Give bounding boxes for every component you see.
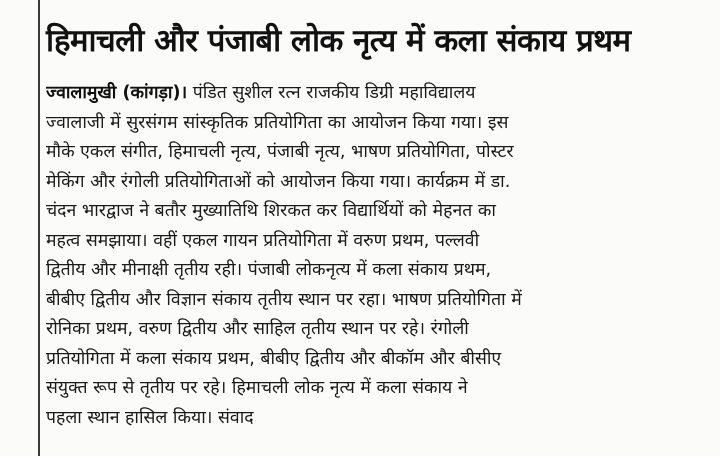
body-line: ज्वालाजी में सुरसंगम सांस्कृतिक प्रतियोगिता का आयोजन किया गया। इस [46,112,509,133]
body-line: प्रतियोगिता में कला संकाय प्रथम, बीबीए द्वितीय और बीकॉम और बीसीए [46,348,502,369]
body-line: पहला स्थान हासिल किया। संवाद [46,407,254,428]
body-line: मेकिंग और रंगोली प्रतियोगिताओं को आयोजन किया गया। कार्यक्रम में डा. [46,171,511,192]
body-line: बीबीए द्वितीय और विज्ञान संकाय तृतीय स्थान पर रहा। भाषण प्रतियोगिता में [46,289,522,310]
dateline: ज्वालामुखी (कांगड़ा)। [46,83,188,103]
column-divider [38,0,40,456]
body-line: मौके एकल संगीत, हिमाचली नृत्य, पंजाबी नृत्य, भाषण प्रतियोगिता, पोस्टर [46,142,514,162]
body-line: संयुक्त रूप से तृतीय पर रहे। हिमाचली लोक नृत्य में कला संकाय ने [46,378,468,398]
body-line-text: पंडित सुशील रत्न राजकीय डिग्री महाविद्यालय [187,83,476,103]
body-line: महत्व समझाया। वहीं एकल गायन प्रतियोगिता में वरुण प्रथम, पल्लवी [46,230,480,251]
article-body [46,79,718,433]
headline: हिमाचली और पंजाबी लोक नृत्य में कला संकाय प्रथम [46,23,631,59]
body-line: द्वितीय और मीनाक्षी तृतीय रही। पंजाबी लोकनृत्य में कला संकाय प्रथम, [46,260,492,280]
body-line: रोनिका प्रथम, वरुण द्वितीय और साहिल तृतीय स्थान पर रहे। रंगोली [46,319,469,339]
body-line: चंदन भारद्वाज ने बतौर मुख्यातिथि शिरकत कर विद्यार्थियों को मेहनत का [46,201,496,221]
body-line [46,79,718,109]
